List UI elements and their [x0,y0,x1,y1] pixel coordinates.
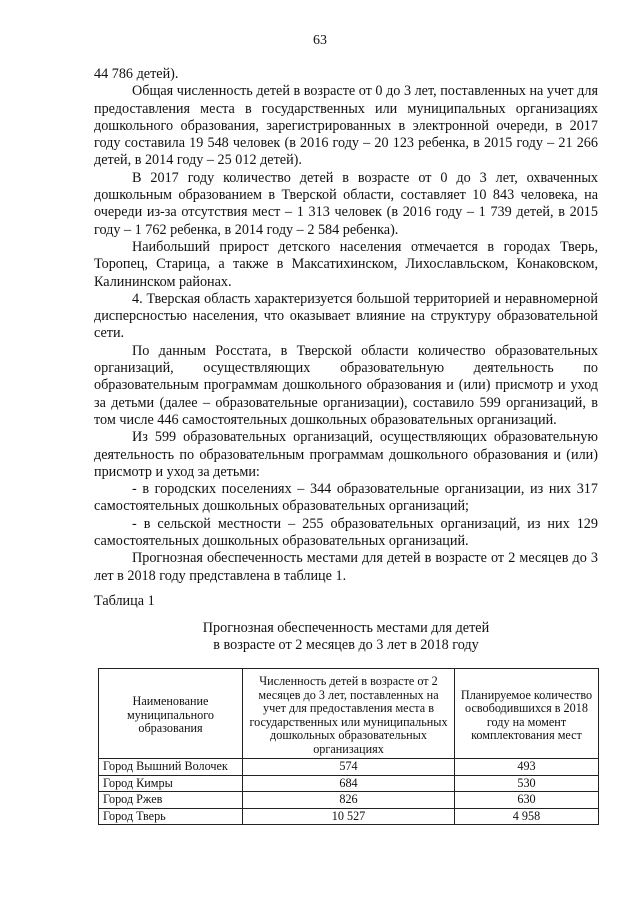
table-cell-value: 530 [455,775,599,792]
table-row [99,759,599,776]
paragraph: Прогнозная обеспеченность местами для детей в возрасте от 2 месяцев до 3 лет в 2018 году представлена в таблице 1. [94,550,598,584]
list-item: - в городских поселениях – 344 образовательные организации, из них 317 самостоятельных дошкольных образовательных организаций; [94,481,598,515]
paragraph: В 2017 году количество детей в возрасте от 0 до 3 лет, охваченных дошкольным образованием в Тверской области, составляет 10 843 человека, на очереди из-за отсутствия мест – 1 313 человек (в 2016 году – 1 739 детей, в 2015 году – 1 762 ребенка, в 2014 году – 2 584 ребенка). [94,169,598,238]
data-table [98,668,599,825]
page-number: 63 [313,33,327,48]
paragraph: 4. Тверская область характеризуется большой территорией и неравномерной дисперсностью населения, что оказывает влияние на структуру образовательной сети. [94,290,598,342]
paragraph: Из 599 образовательных организаций, осуществляющих образовательную деятельность по образовательным программам дошкольного образования и (или) присмотр и уход за детьми: [94,429,598,480]
table-cell-value: 10 527 [243,808,455,825]
table-caption: Таблица 1 [94,592,155,609]
table-header-row [99,669,599,759]
table-cell-value: 493 [455,759,599,776]
column-header: Планируемое количество освободившихся в 2018 году на момент комплектования мест [455,669,599,759]
table-row [99,792,599,809]
paragraph: Общая численность детей в возрасте от 0 до 3 лет, поставленных на учет для предоставления места в государственных или муниципальных организациях дошкольного образования, зарегистрированных в электронной очереди, в 2017 году составила 19 548 человек (в 2016 году – 20 123 ребенка, в 2015 году – 21 266 детей, в 2014 году – 25 012 детей). [94,83,598,169]
paragraph: 44 786 детей). [94,66,179,82]
table-cell-name: Город Кимры [99,775,243,792]
table-cell-name: Город Ржев [99,792,243,809]
document-body [94,66,598,654]
table-row [99,808,599,825]
list-item: - в сельской местности – 255 образовательных организаций, из них 129 самостоятельных дошкольных образовательных организаций. [94,515,598,550]
column-header: Численность детей в возрасте от 2 месяцев до 3 лет, поставленных на учет для предоставления места в государственных или муниципальных дошкольных образовательных организациях [243,669,455,759]
table-title [94,620,598,654]
table-title-line-2: в возрасте от 2 месяцев до 3 лет в 2018 году [213,637,479,654]
table-cell-value: 630 [455,792,599,809]
table-cell-value: 574 [243,759,455,776]
table-title-line-1: Прогнозная обеспеченность местами для детей [202,620,490,637]
table-cell-value: 826 [243,792,455,809]
column-header: Наименование муниципального образования [99,669,243,759]
table-cell-name: Город Вышний Волочек [99,759,243,776]
table-cell-value: 4 958 [455,808,599,825]
paragraph: По данным Росстата, в Тверской области количество образовательных организаций, осуществляющих образовательную деятельность по образовательным программам дошкольного образования и (или) присмотр и уход за детьми (далее – образовательные организации), составило 599 организаций, в том числе 446 самостоятельных дошкольных образовательных организаций. [94,342,598,428]
table-row [99,775,599,792]
table-cell-name: Город Тверь [99,808,243,825]
paragraph: Наибольший прирост детского населения отмечается в городах Тверь, Торопец, Старица, а также в Максатихинском, Лихославльском, Конаковском, Калининском районах. [94,238,598,290]
table-cell-value: 684 [243,775,455,792]
